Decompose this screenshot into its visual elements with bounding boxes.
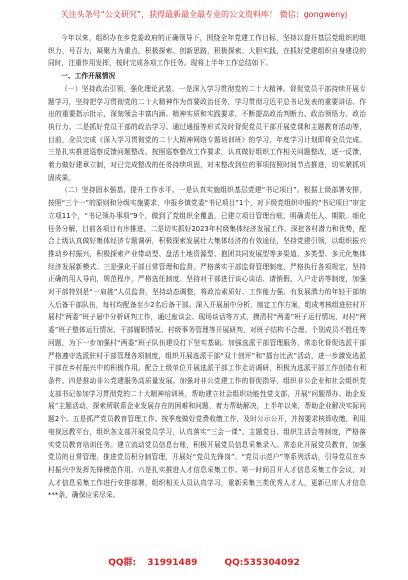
footer-contact <box>0 555 408 568</box>
body-paragraph: （二）坚持固本强基，提升工作水平。一是认真实施组织基层党建“书记项目”。根据上级部署安排，按照“三个一”的原则和分级实施要求，申报乡镇党委“书记项目”1个，对下级党组织申报的“书记项目”审定立项11个，“书记领办事项”9个，做到了党组织全覆盖，已建立项目管理台账，明确责任人、期限、细化任务分解，目前各项目有序推进。二是切实抓好2023年村级集体经济发展工作。深挖各村潜力和优势，配合上级认真做好集体经济专题调研，积极探索发展壮大集体经济的有效途径，坚持党建引领，以组织振兴推动乡村振兴，积极探索产业带动型、盘活土地资源型、抱团共同发展型等多渠道、多类型、多元化集体经济发展新模式。三是强化干部日常管理和监督。严格落实干部监督管理制度，严格执行各项规定，坚持正确的用人导向，规范程序，严格选任制度。坚持对干部进行谈心谈话、请销假、入户走访等制度，加强对干部特别是“一肩挑”人员监督，坚持动态调整，将政治素质好、工作能力强、有发展潜力的年轻干部纳入后备干部队伍，每村均配备至少2名后备干部。深入开展届中分析，制定工作方案，组成考核组进驻村开展村“两委”班子届中分析研判工作，通过座谈会、现场谈话等方式，摸清村“两委”班子运行情况，对村“两委”班子整体运行情况、干部履职情况、村级事务管理等开展研判，对班子结构不合理、个别成员不胜任等问题，为下一步加强村“两委”班子队伍建设打下坚实基础。加强选派干部管理服务，常态化督促选派干部严格遵守选派驻村干部管理各项制度，组织开展选派干部“双十创评”和“擂台比武”活动，进一步激发选派干部在乡村振兴中的积极作用。配合上级单位开展选派干部工作走访调研，积极为选派干部工作创造有利条件。四是推动非公党建服务高质量发展。加强对非公党建工作的督促指导，组织非公企业和社会组织党支部书记参加学习贯彻党的二十大精神培训班，帮助建立社会组织功能性党支部，开展“问题帮办、助企发展”主题活动，探索所联系企业发展存在的困难和问题，着力帮助解决，上半年以来，帮助企业解决实际问题2个。五是抓严党员教育管理工作。按季度做好党费收缴工作，及时公示公开，并按要求核算收缴，利用电视远教平台，组织各支部开展党员学习，认真落实“三会一课”、主题党日、组织生活会等制度，严格落实党员教育培训任务。建立流动党员信息台账，积极开展党员信息采集录入。常态化开展党员教育，加强党员的日常管理，推进党员积分制管理，开展好“党员先锋岗”、“党员示范户”等系列活动，引导党员在乡村振兴中发挥先锋模范作用。六是扎实推进人才信息采集工作。第一时间召开人才信息采集工作会议，对人才信息采集工作进行安排部署，组织相关人员认真学习，重新采集三类优秀人才人，更新已库人才信息***条，确保应采尽采。 <box>48 186 366 500</box>
document-body <box>48 32 366 502</box>
body-paragraph: （一）坚持政治引领，强化理论武装。一是深入学习贯彻党的二十大精神。督促党员干部持续开展专题学习，坚持把学习贯彻党的二十大精神作为首要政治任务，学习贯彻习近平总书记发表的重要讲话、作出的重要指示批示，深刻领会丰富内涵、精神实质和实践要求，不断提高政治判断力、政治领悟力、政治执行力。二是抓好党员干部的政治学习。通过通报等形式及时督促党员干部开展党课和主题教育活动等，目前，全员完成《深入学习贯彻党的二十大精神网络专题培训班》的学习，年度学习计划即将全员完成。三是扎实推进巡察反馈问题整改。按照巡察整改工作要求，认真做好组织工作相关问题整改，逐一反馈，着力做好建章立制，对已完成整改的任务持续巩固，对未整改到位的事项按照时间节点推进，切实紧抓巩固成果。 <box>48 84 366 182</box>
qq-label: QQ:535304092 <box>224 558 300 568</box>
header-banner: 关注头条号“公文研究”，获得最新最全最专业的公文资料库！ 微信：gongwenyj <box>60 10 348 19</box>
qq-group-label: QQ群: 31991489 <box>108 558 198 568</box>
section-heading: 一、工作开展情况 <box>61 72 116 81</box>
body-paragraph: 今年以来，组织办在乡党委政府的正确领导下，围绕全年党建工作目标，坚持以提升基层党组织的组织力，号召力，凝聚力为重点，积极探索、创新思路，积极探索、大胆实践，在抓好党建组织自身建设的同时，注重作用发挥，按时完成各项工作任务。现将上半年工作总结如下。 <box>48 34 366 68</box>
